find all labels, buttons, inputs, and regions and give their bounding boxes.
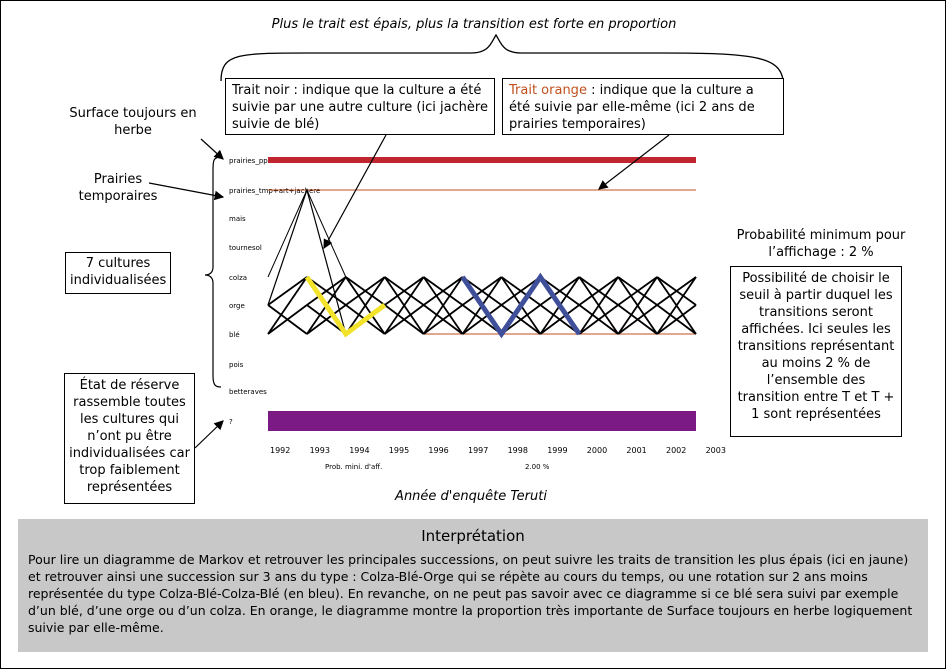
interpretation-title: Interprétation [421, 527, 525, 545]
transition-line [268, 277, 307, 334]
prairies-label: Prairies temporaires [78, 172, 158, 204]
category-label: pois [229, 361, 244, 369]
category-label: prairies_tmp+art+jachere [229, 187, 321, 195]
black-line-text: : indique que la culture a été suivie par une autre culture (ici jachère suivie de blé) [232, 83, 488, 132]
year-label: 1998 [507, 446, 528, 455]
year-label: 1999 [547, 446, 568, 455]
year-label: 1995 [388, 446, 410, 455]
category-label: prairies_pp [229, 157, 268, 165]
top-brace [221, 35, 783, 81]
year-label: 1996 [428, 446, 449, 455]
year-label: 1994 [349, 446, 370, 455]
category-label: tournesol [229, 244, 262, 252]
transition-line [268, 277, 307, 305]
year-label: 1992 [270, 446, 291, 455]
orange-line-text: : indique que la culture a été suivie par elle-même (ici 2 ans de prairies temporaires) [509, 83, 755, 132]
year-label: 2001 [626, 446, 647, 455]
min-prob-label: Prob. mini. d'aff. [325, 463, 383, 471]
category-label: ? [229, 418, 233, 426]
interpretation-text: Pour lire un diagramme de Markov et retrouver les principales successions, on peut suivre les traits de transition les plus épais (ici en jaune) et retrouver ainsi une succession sur 3 ans du type : Colza-Blé-Orge qui se répète au cours du temps, ou une rotation sur 2 ans moins représentée du type Colza-Blé-Colza-Blé (en bleu). En revanche, on ne peut pas savoir avec ce diagramme si ce blé sera suivi par exemple d’un blé, d’une orge ou d’un colza. En orange, le diagramme montre la proportion très importante de Surface toujours en herbe logiquement suivie par elle-même. [28, 552, 913, 635]
jachere-transition [268, 190, 346, 334]
probability-label: Probabilité minimum pour l’affichage : 2 % [736, 228, 906, 260]
threshold-note: Possibilité de choisir le seuil à partir duquel les transitions seront affichées. Ici seules les transitions représentant au moins 2 % de l’ensemble des transition entre T et T + 1 sont représentées [730, 266, 902, 437]
min-prob-value: 2.00 % [525, 463, 550, 471]
cultures-note: 7 cultures individualisées [65, 252, 171, 294]
year-label: 1993 [309, 446, 330, 455]
black-line-prefix: Trait noir [232, 83, 290, 98]
jachere-transition-2 [268, 190, 346, 277]
year-label: 2000 [586, 446, 608, 455]
annotation-arrows [149, 135, 669, 448]
top-caption: Plus le trait est épais, plus la transition est forte en proportion [271, 17, 677, 32]
arrow-reserve [195, 421, 223, 448]
chart-marks [268, 160, 696, 421]
year-label: 2002 [666, 446, 687, 455]
interpretation-panel [18, 519, 928, 652]
category-label: orge [229, 302, 245, 310]
black-line-note [225, 78, 495, 135]
orange-line-prefix: Trait orange [509, 83, 587, 98]
category-brace [205, 157, 221, 387]
reserve-note: État de réserve rassemble toutes les cultures qui n’ont pu être individualisées car trop faiblement représentées [64, 373, 195, 504]
category-label: betteraves [229, 388, 267, 396]
arrow-black-line [324, 135, 386, 248]
highlight-Colza-Blé-Colza-Blé [463, 277, 580, 334]
surface-label: Surface toujours en herbe [69, 106, 197, 138]
year-label: 1997 [468, 446, 489, 455]
arrow-surface [201, 139, 223, 159]
category-label: blé [229, 331, 240, 339]
x-axis-title: Année d'enquête Teruti [395, 489, 547, 504]
orange-line-note [502, 78, 784, 135]
year-label: 2003 [705, 446, 726, 455]
category-label: colza [229, 274, 248, 282]
category-label: mais [229, 215, 246, 223]
